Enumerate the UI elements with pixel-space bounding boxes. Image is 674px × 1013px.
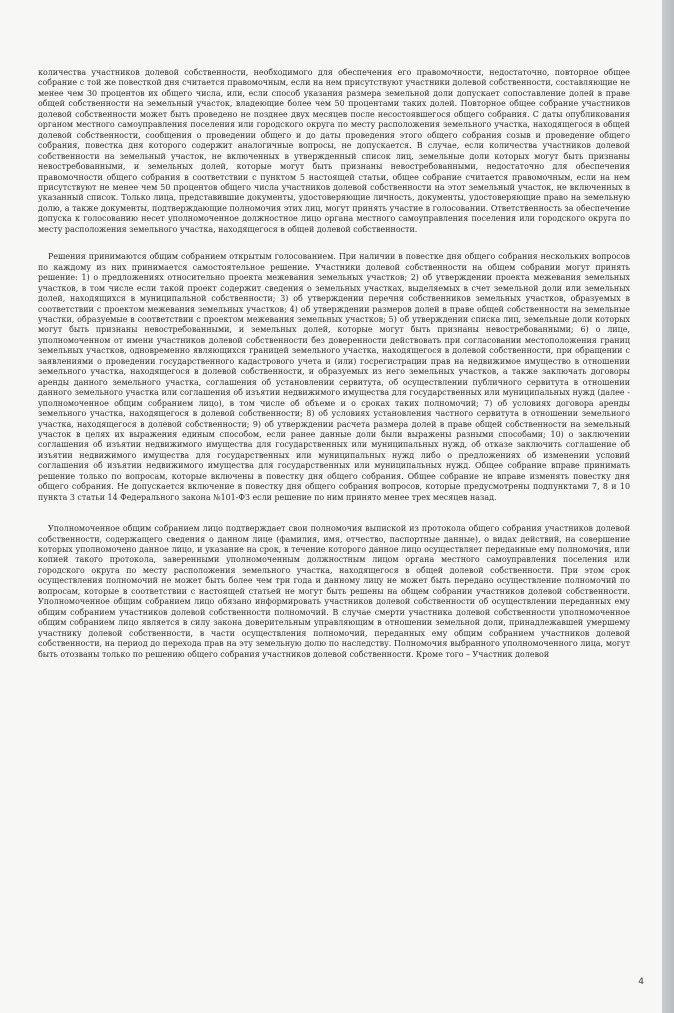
document-body: [38, 68, 630, 660]
scanner-edge: [662, 0, 674, 1013]
paragraph-decisions: Решения принимаются общим собранием открытым голосованием. При наличии в повестке дня общего собрания нескольких вопросов по каждому из них принимается самостоятельное решение. Участники долевой собственности на общем собрании могут принять решение: 1) о предложениях относительно проекта межевания земельных участков; 2) об утверждении проекта межевания земельных участков, в том числе если такой проект содержит сведения о земельных участках, выделяемых в счет земельной доли или земельных долей, находящихся в муниципальной собственности; 3) об утверждении перечня собственников земельных участков, образуемых в соответствии с проектом межевания земельных участков; 4) об утверждении размеров долей в праве общей собственности на земельные участки, образуемые в соответствии с проектом межевания земельных участков; 5) об утверждении списка лиц, земельные доли которых могут быть признаны невостребованными, и земельных долей, которые могут быть признаны невостребованными; 6) о лице, уполномоченном от имени участников долевой собственности без доверенности действовать при согласовании местоположения границ земельных участков, одновременно являющихся границей земельного участка, находящегося в долевой собственности, при обращении с заявлениями о проведении государственного кадастрового учета и (или) госрегистрации прав на недвижимое имущество в отношении земельного участка, находящегося в долевой собственности, и образуемых из него земельных участков, а также заключать договоры аренды данного земельного участка, соглашения об установлении сервитута, об осуществлении публичного сервитута в отношении данного земельного участка или соглашения об изъятии недвижимого имущества для государственных или муниципальных нужд (далее - уполномоченное общим собранием лицо), в том числе об объеме и о сроках таких полномочий; 7) об условиях договора аренды земельного участка, находящегося в долевой собственности; 8) об условиях установления частного сервитута в отношении земельного участка, находящегося в долевой собственности; 9) об утверждении расчета размера долей в праве общей собственности на земельный участок в целях их выражения единым способом, если ранее данные доли были выражены разными способами; 10) о заключении соглашения об изъятии недвижимого имущества для государственных или муниципальных нужд, об отказе заключить соглашение об изъятии недвижимого имущества для государственных или муниципальных нужд либо о предложениях об изменении условий соглашения об изъятии недвижимого имущества для государственных или муниципальных нужд. Общее собрание вправе принимать решение только по вопросам, которые включены в повестку дня общего собрания. Общее собрание не вправе изменять повестку дня общего собрания. Не допускается включение в повестку дня общего собрания вопросов, которые предусмотрены подпунктами 7, 8 и 10 пункта 3 статьи 14 Федерального закона №101-ФЗ если решение по ним принято менее трех месяцев назад.: [38, 252, 630, 502]
paragraph-quorum: количества участников долевой собственности, необходимого для обеспечения его правомочности, недостаточно, повторное общее собрание с той же повесткой дня считается правомочным, если на нем присутствуют участники долевой собственности, составляющие не менее чем 30 процентов их общего числа, или, если способ указания размера земельной доли допускает сопоставление долей в праве общей собственности на земельный участок, владеющие более чем 50 процентами таких долей. Повторное общее собрание участников долевой собственности может быть проведено не позднее двух месяцев после несостоявшегося общего собрания. С даты опубликования органом местного самоуправления поселения или городского округа по месту расположения земельного участка, находящегося в общей долевой собственности, сообщения о проведении общего и до даты проведения этого общего собрания созыв и проведение общего собрания, повестка дня которого содержит аналогичные вопросы, не допускается. В случае, если количества участников долевой собственности на земельный участок, не включенных в утвержденный список лиц, земельные доли которых могут быть признаны невостребованными, и земельных долей, которые могут быть признаны невостребованными, недостаточно для обеспечения правомочности общего собрания в соответствии с пунктом 5 настоящей статьи, общее собрание считается правомочным, если на нем присутствуют не менее чем 50 процентов общего числа участников долевой собственности на этот земельный участок, не включенных в указанный список. Только лица, представившие документы, удостоверяющие личность, документы, удостоверяющие право на земельную долю, а также документы, подтверждающие полномочия этих лиц, могут принять участие в голосовании. Ответственность за обеспечение допуска к голосованию несет уполномоченное должностное лицо органа местного самоуправления поселения или городского округа по месту расположения земельного участка, находящегося в общей долевой собственности.: [38, 68, 630, 234]
paragraph-authorized-person: Уполномоченное общим собранием лицо подтверждает свои полномочия выпиской из протокола общего собрания участников долевой собственности, содержащего сведения о данном лице (фамилия, имя, отчество, паспортные данные), о видах действий, на совершение которых уполномочено данное лицо, и указание на срок, в течение которого данное лицо осуществляет переданные ему полномочия, или копией такого протокола, заверенными уполномоченным должностным лицом органа местного самоуправления поселения или городского округа по месту расположения земельного участка, находящегося в общей долевой собственности. При этом срок осуществления полномочий не может быть более чем три года и данному лицу не может быть передано осуществление полномочий по вопросам, которые в соответствии с настоящей статьей не могут быть решены на общем собрании участников долевой собственности. Уполномоченное общим собранием лицо обязано информировать участников долевой собственности об осуществлении переданных ему общим собранием участников долевой собственности полномочий. В случае смерти участника долевой собственности уполномоченное общим собранием лицо является в силу закона доверительным управляющим в отношении земельной доли, принадлежавшей умершему участнику долевой собственности, в части осуществления полномочий, переданных ему общим собранием участников долевой собственности, на период до перехода прав на эту земельную долю по наследству. Полномочия выбранного уполномоченного лица, могут быть отозваны только по решению общего собрания участников долевой собственности. Кроме того – Участник долевой: [38, 524, 630, 659]
page-number: 4: [638, 977, 644, 987]
